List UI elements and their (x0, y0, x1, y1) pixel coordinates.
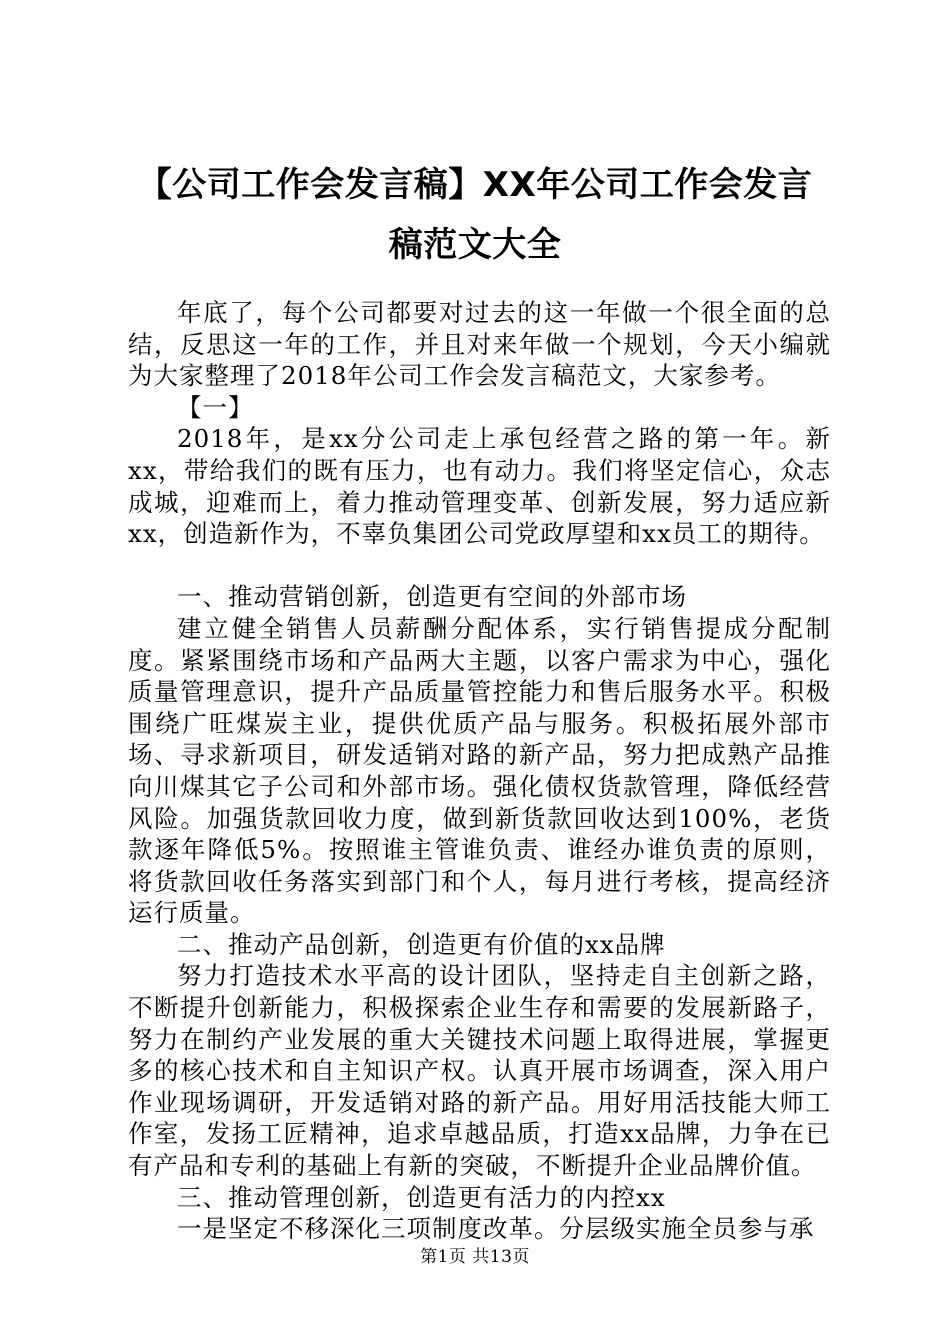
paragraph-4: 一是坚定不移深化三项制度改革。分层级实施全员参与承 (177, 1214, 815, 1244)
title-line-1: 【公司工作会发言稿】XX年公司工作会发言 (137, 165, 813, 205)
section-heading-2: 二、推动产品创新，创造更有价值的xx品牌 (177, 929, 666, 959)
intro-paragraph: 年底了，每个公司都要对过去的这一年做一个很全面的总结，反思这一年的工作，并且对来年做一个规划，今天小编就为大家整理了2018年公司工作会发言稿范文，大家参考。 (128, 298, 831, 391)
section-heading-1: 一、推动营销创新，创造更有空间的外部市场 (177, 582, 687, 612)
section-heading-3: 三、推动管理创新，创造更有活力的内控xx (177, 1182, 666, 1212)
section-marker: 【一】 (177, 392, 254, 422)
document-body (128, 297, 831, 1245)
blank-line (128, 550, 831, 582)
document-title (120, 155, 830, 275)
paragraph-2: 建立健全销售人员薪酬分配体系，实行销售提成分配制度。紧紧围绕市场和产品两大主题，以客户需求为中心，强化质量管理意识，提升产品质量管控能力和售后服务水平。积极围绕广旺煤炭主业，提供优质产品与服务。积极拓展外部市场、寻求新项目，研发适销对路的新产品，努力把成熟产品推向川煤其它子公司和外部市场。强化债权货款管理，降低经营风险。加强货款回收力度，做到新货款回收达到100%，老货款逐年降低5%。按照谁主管谁负责、谁经办谁负责的原则，将货款回收任务落实到部门和个人，每月进行考核，提高经济运行质量。 (128, 613, 831, 928)
paragraph-3: 努力打造技术水平高的设计团队，坚持走自主创新之路，不断提升创新能力，积极探索企业生存和需要的发展新路子，努力在制约产业发展的重大关键技术问题上取得进展，掌握更多的核心技术和自主知识产权。认真开展市场调查，深入用户作业现场调研，开发适销对路的新产品。用好用活技能大师工作室，发扬工匠精神，追求卓越品质，打造xx品牌，力争在已有产品和专利的基础上有新的突破，不断提升企业品牌价值。 (128, 961, 831, 1181)
page-footer: 第1页 共13页 (420, 1247, 530, 1267)
paragraph-1: 2018年，是xx分公司走上承包经营之路的第一年。新xx，带给我们的既有压力，也有动力。我们将坚定信心，众志成城，迎难而上，着力推动管理变革、创新发展，努力适应新xx，创造新作为，不辜负集团公司党政厚望和xx员工的期待。 (128, 424, 831, 549)
title-line-2: 稿范文大全 (388, 225, 562, 265)
